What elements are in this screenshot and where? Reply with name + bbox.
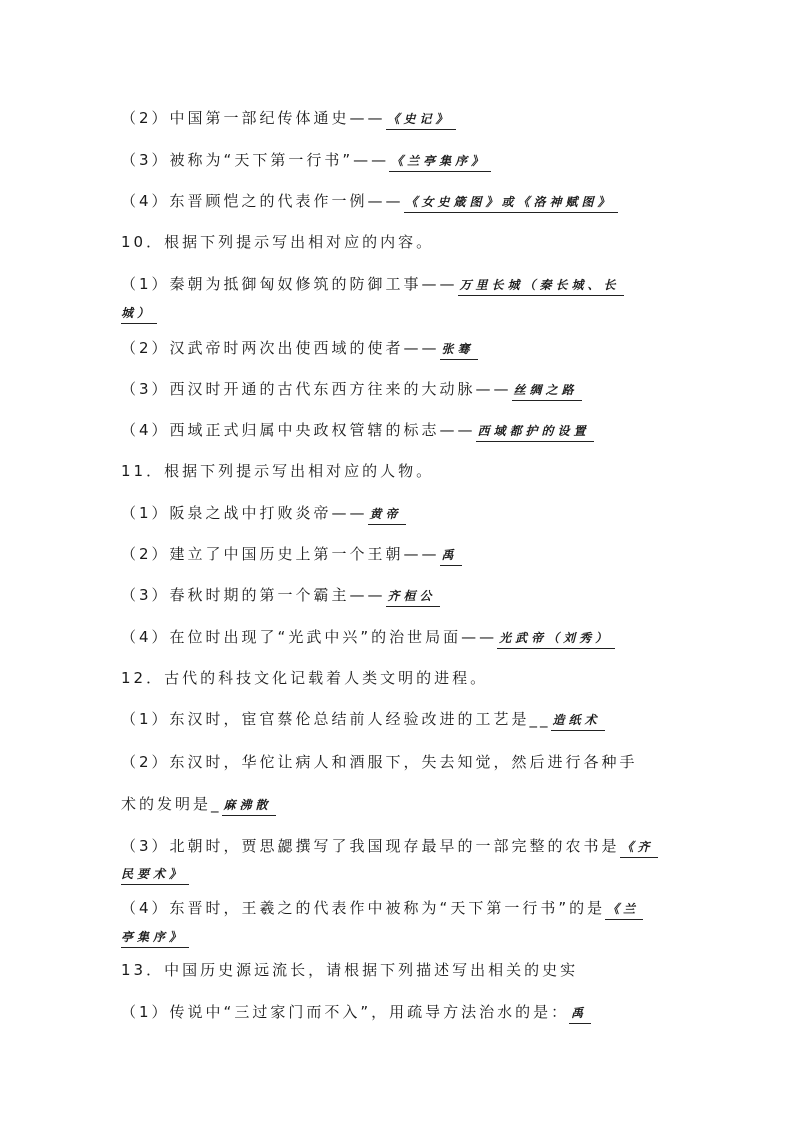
item-10-3 <box>121 379 676 401</box>
answer-text: 禹 <box>569 1004 591 1024</box>
question-text: （4）西域正式归属中央政权管辖的标志—— <box>121 421 476 439</box>
answer-text: 《兰 <box>605 900 643 920</box>
question-text: （1）传说中“三过家门而不入”，用疏导方法治水的是： <box>121 1003 570 1021</box>
question-text: （4）东晋顾恺之的代表作一例—— <box>121 192 404 210</box>
answer-text: 《女史箴图》或《洛神赋图》 <box>404 193 618 213</box>
item-10-1 <box>121 274 676 296</box>
item-13-1 <box>121 1002 676 1024</box>
question-13-heading <box>121 960 676 980</box>
item-9-2 <box>121 108 676 130</box>
question-text: 13．中国历史源远流长，请根据下列描述写出相关的史实 <box>121 961 579 979</box>
question-text: （2）中国第一部纪传体通史—— <box>121 109 386 127</box>
item-12-3-cont <box>121 863 676 885</box>
answer-text: 《齐 <box>620 838 658 858</box>
question-text: 12．古代的科技文化记载着人类文明的进程。 <box>121 669 489 687</box>
question-11-heading <box>121 461 676 481</box>
question-text: 10．根据下列提示写出相对应的内容。 <box>121 233 435 251</box>
answer-text: 《兰亭集序》 <box>389 152 491 172</box>
question-text: （3）北朝时，贾思勰撰写了我国现存最早的一部完整的农书是 <box>121 837 620 855</box>
item-11-4 <box>121 627 676 649</box>
question-text: （1）阪泉之战中打败炎帝—— <box>121 504 368 522</box>
answer-text: 齐桓公 <box>386 587 440 607</box>
item-12-4 <box>121 898 676 920</box>
question-text: （2）东汉时，华佗让病人和酒服下，失去知觉，然后进行各种手 <box>121 753 638 771</box>
item-11-3 <box>121 585 676 607</box>
answer-text: 《史记》 <box>386 110 456 130</box>
item-9-3 <box>121 150 676 172</box>
item-9-4 <box>121 191 676 213</box>
item-10-1-cont <box>121 302 676 324</box>
answer-text: 城） <box>121 304 157 324</box>
answer-text: 张骞 <box>440 340 478 360</box>
answer-text: 亭集序》 <box>121 928 189 948</box>
item-12-4-cont <box>121 926 676 948</box>
question-text: 11．根据下列提示写出相对应的人物。 <box>121 462 435 480</box>
answer-text: 黄帝 <box>368 505 406 525</box>
answer-text: 丝绸之路 <box>512 381 582 401</box>
question-text: （1）秦朝为抵御匈奴修筑的防御工事—— <box>121 275 458 293</box>
item-10-4 <box>121 420 676 442</box>
question-text: （4）在位时出现了“光武中兴”的治世局面—— <box>121 628 498 646</box>
question-text: 术的发明是_ <box>121 795 222 813</box>
question-text: （1）东汉时，宦官蔡伦总结前人经验改进的工艺是__ <box>121 710 551 728</box>
item-10-2 <box>121 338 676 360</box>
answer-text: 万里长城（秦长城、长 <box>458 276 624 296</box>
item-11-1 <box>121 503 676 525</box>
item-12-3 <box>121 836 676 858</box>
question-text: （3）被称为“天下第一行书”—— <box>121 151 390 169</box>
item-12-1 <box>121 709 676 731</box>
question-text: （2）建立了中国历史上第一个王朝—— <box>121 545 440 563</box>
item-12-2 <box>121 752 676 772</box>
answer-text: 民要术》 <box>121 865 189 885</box>
answer-text: 禹 <box>440 546 462 566</box>
question-12-heading <box>121 668 676 688</box>
answer-text: 西域都护的设置 <box>476 422 594 442</box>
question-text: （3）西汉时开通的古代东西方往来的大动脉—— <box>121 380 512 398</box>
item-11-2 <box>121 544 676 566</box>
answer-text: 光武帝（刘秀） <box>497 629 615 649</box>
question-10-heading <box>121 232 676 252</box>
answer-text: 麻沸散 <box>222 796 276 816</box>
question-text: （4）东晋时，王羲之的代表作中被称为“天下第一行书”的是 <box>121 899 606 917</box>
question-text: （2）汉武帝时两次出使西域的使者—— <box>121 339 440 357</box>
item-12-2-cont <box>121 794 676 816</box>
question-text: （3）春秋时期的第一个霸主—— <box>121 586 386 604</box>
answer-text: 造纸术 <box>551 711 605 731</box>
